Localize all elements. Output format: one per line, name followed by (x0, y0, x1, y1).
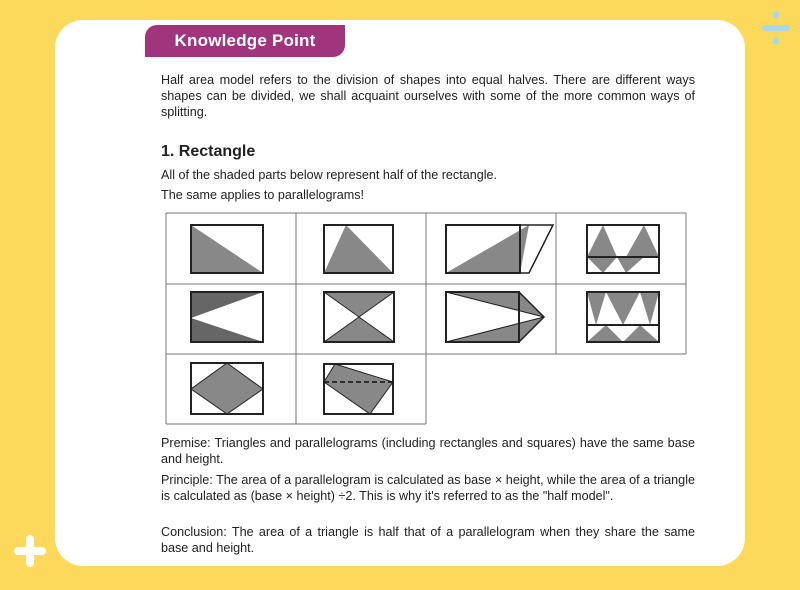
principle-paragraph: Principle: The area of a parallelogram is calculated as base × height, while the area of a triangle is calculated as (base × height) ÷2. This is why it's referred to as the "half model". (161, 473, 695, 503)
plus-icon (12, 533, 48, 569)
section-heading: 1. Rectangle (161, 143, 256, 160)
section-line-2: The same applies to parallelograms! (161, 188, 365, 202)
knowledge-point-badge: Knowledge Point (145, 25, 345, 57)
conclusion-paragraph: Conclusion: The area of a triangle is half that of a parallelogram when they share the same base and height. (161, 525, 695, 555)
premise-paragraph: Premise: Triangles and parallelograms (including rectangles and squares) have the same base and height. (161, 436, 695, 466)
section-line-1: All of the shaded parts below represent half of the rectangle. (161, 168, 498, 182)
intro-paragraph: Half area model refers to the division of shapes into equal halves. There are different ways shapes can be divided, we shall acquaint ourselves with some of the more common ways of splitting. (161, 73, 695, 119)
divide-icon (760, 8, 792, 48)
